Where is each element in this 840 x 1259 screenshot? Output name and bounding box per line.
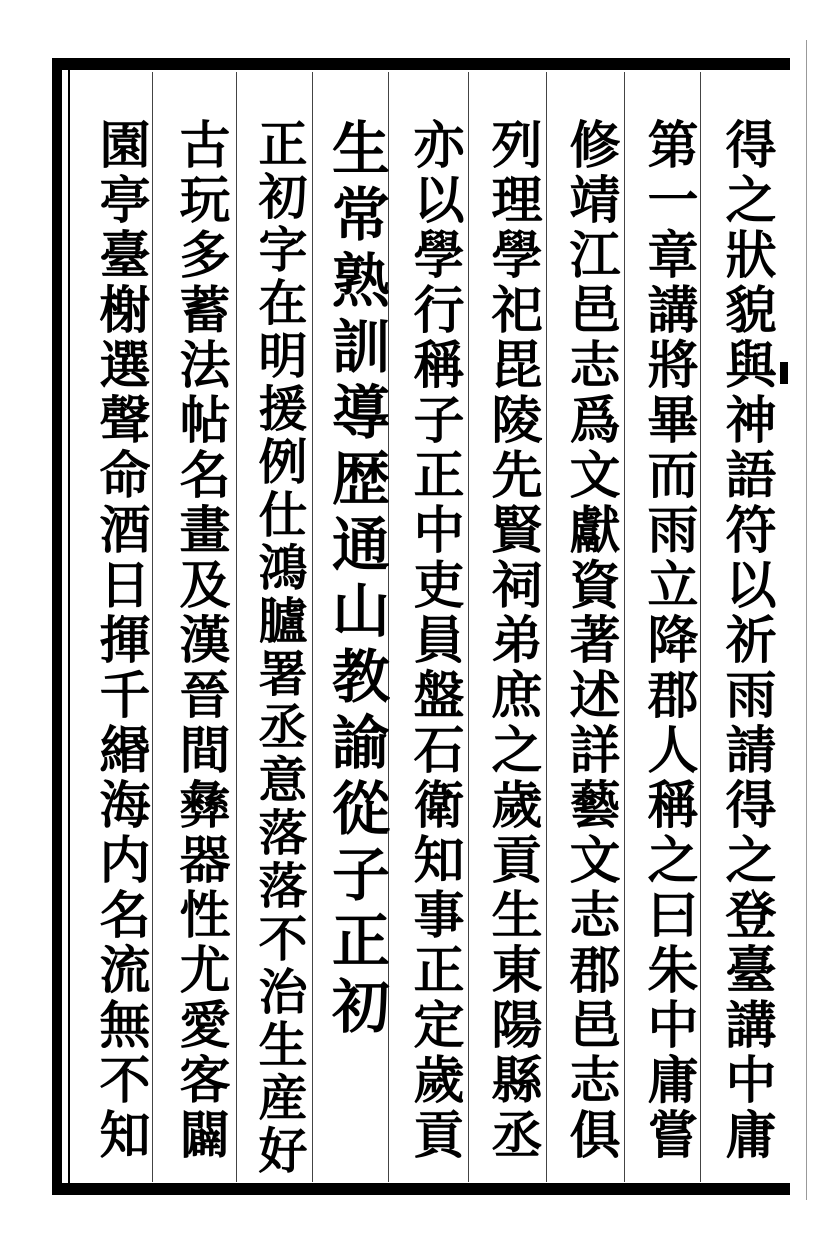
- page-fold-edge: [806, 40, 807, 1200]
- text-column-4: 列理學祀毘陵先賢祠弟庶之歲貢生東陽縣丞: [482, 118, 542, 1163]
- text-column-1: 得之狀貌與神語符以祈雨請得之登臺講中庸: [716, 118, 776, 1163]
- text-column-9: 園亭臺榭選聲命酒日揮千緡海内名流無不知: [90, 118, 150, 1163]
- text-column-7: 正初字在明援例仕鴻臚署丞意落落不治生産好: [251, 118, 309, 1178]
- text-column-5: 亦以學行稱子正中吏員盤石衛知事正定歲貢: [404, 118, 464, 1163]
- text-column-3: 修靖江邑志爲文獻資著述詳藝文志郡邑志俱: [560, 118, 620, 1163]
- frame-top-border: [52, 58, 790, 70]
- text-column-8: 古玩多蓄法帖名畫及漢晉間彝器性尤愛客闢: [170, 118, 230, 1163]
- text-column-6: 生常熟訓導歴通山教諭從子正初: [322, 118, 390, 1042]
- column-rule: [236, 72, 237, 1182]
- text-column-2: 第一章講將畢而雨立降郡人稱之曰朱中庸嘗: [638, 118, 698, 1163]
- frame-left-border: [52, 58, 62, 1195]
- frame-bottom-border: [52, 1183, 790, 1195]
- frame-left-inner-border: [68, 70, 70, 1183]
